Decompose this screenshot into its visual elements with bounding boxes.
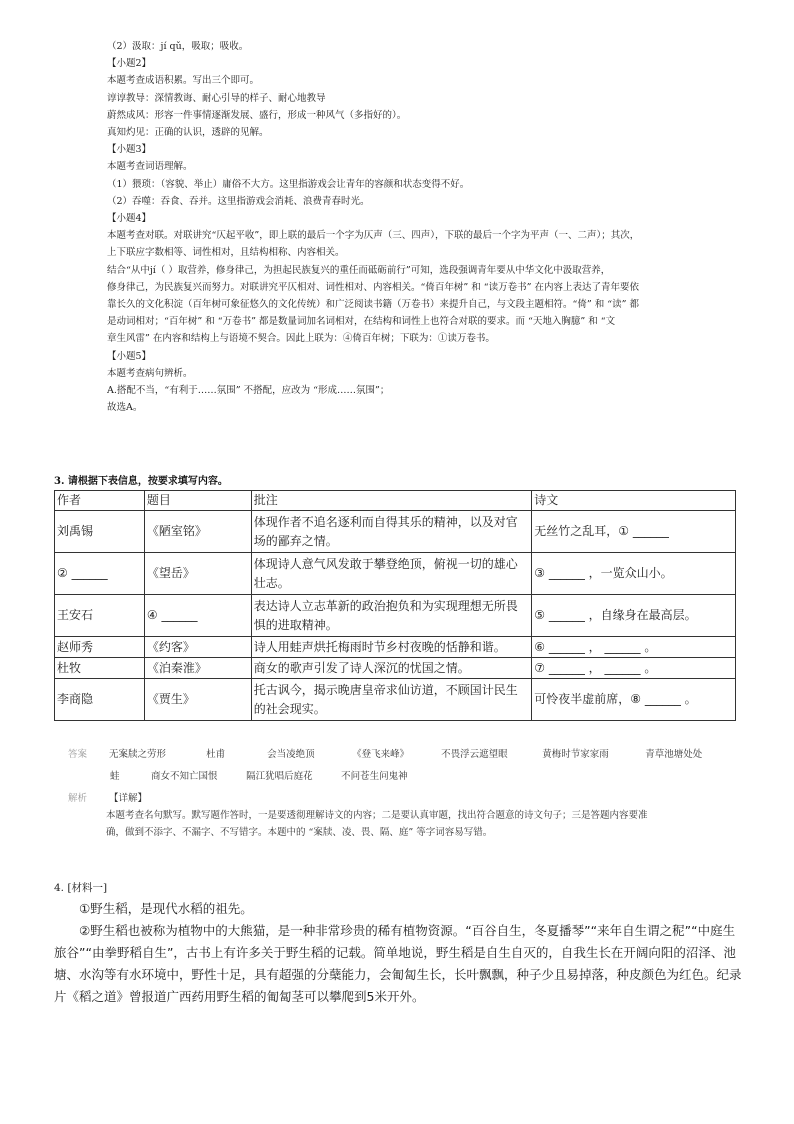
header-title: 题目	[144, 491, 251, 511]
table-row	[55, 658, 736, 679]
cell-author: ② ______	[55, 553, 145, 595]
cell-author: 杜牧	[55, 658, 145, 679]
text-line: 上下联应字数相等、词性相对，且结构相称、内容相关。	[107, 247, 345, 259]
answers-line	[68, 766, 748, 788]
answers-line	[68, 744, 748, 766]
cell-note: 体现诗人意气风发敢于攀登绝顶，俯视一切的雄心壮志。	[251, 553, 532, 595]
cell-poem: ⑥ ______ ， ______ 。	[532, 637, 736, 658]
subquestion-heading: 【小题3】	[107, 144, 152, 156]
cell-note: 商女的歌声引发了诗人深沉的忧国之情。	[251, 658, 532, 679]
text-line: 修身律己，为民族复兴而努力。对联讲究平仄相对、词性相对、内容相关。“倚百年树” 和 “读万卷书” 在内容上表达了青年要依	[107, 281, 639, 293]
text-line: 真知灼见：正确的认识，透辟的见解。	[107, 127, 269, 139]
question-3-title: 3. 请根据下表信息，按要求填写内容。	[54, 476, 228, 487]
cell-poem: 无丝竹之乱耳，① ______	[532, 511, 736, 553]
subquestion-heading: 【小题4】	[107, 213, 152, 225]
table-row	[55, 511, 736, 553]
text-line: （2）汲取：jí qǔ，吸取；吸收。	[107, 41, 249, 52]
text-line: 是动词相对；“百年树” 和 “万卷书” 都是数量词加名词相对，在结构和词性上也符合对联的要求。而 “天地入胸臆” 和 “文	[107, 316, 616, 328]
header-author: 作者	[55, 491, 145, 511]
explanation-line: 确，做到不添字、不漏字、不写错字。本题中的 “案牍、凌、畏、隔、庭” 等字词容易写错。	[106, 827, 493, 838]
header-note: 批注	[251, 491, 532, 511]
subquestion-heading: 【小题2】	[107, 58, 152, 70]
subquestion-heading: 【小题5】	[107, 350, 152, 362]
cell-note: 托古讽今，揭示晚唐皇帝求仙访道，不顾国计民生的社会现实。	[251, 679, 532, 721]
text-line: （1）猥琐：（容貌、举止）庸俗不大方。这里指游戏会让青年的容颜和状态变得不好。	[107, 178, 470, 190]
explain-label: 解析	[68, 793, 88, 804]
answer-label: 答案	[68, 749, 88, 760]
cell-poem: ⑤ ______ ，自缘身在最高层。	[532, 595, 736, 637]
cell-title: 《望岳》	[144, 553, 251, 595]
cell-author: 赵师秀	[55, 637, 145, 658]
cell-title: 《泊秦淮》	[144, 658, 251, 679]
cell-poem: ③ ______ ，一览众山小。	[532, 553, 736, 595]
table-row	[55, 553, 736, 595]
cell-title: 《约客》	[144, 637, 251, 658]
cell-poem: 可怜夜半虚前席，⑧ ______ 。	[532, 679, 736, 721]
text-line: 故选A。	[107, 402, 143, 414]
answer-item: 隔江犹唱后庭花	[246, 771, 313, 782]
text-line: 谆谆教导：深情教诲、耐心引导的样子、耐心地教导	[107, 92, 326, 104]
explanation-line: 本题考查名句默写。默写题作答时，一是要透彻理解诗文的内容；二是要认真审题，找出符合题意的诗文句子；三是答题内容要准	[106, 810, 648, 821]
answer-item: 不畏浮云遮望眼	[441, 749, 508, 760]
answer-item: 不问苍生问鬼神	[341, 771, 408, 782]
answer-item: 蛙	[110, 771, 120, 782]
poem-table	[54, 490, 736, 721]
text-line: 靠长久的文化积淀（百年树可象征悠久的文化传统）和广泛阅读书籍（万卷书）来提升自己，与文段主题相符。“倚” 和 “读” 都	[107, 299, 639, 311]
text-line: 本题考查成语积累。写出三个即可。	[107, 75, 260, 87]
cell-title: 《陋室铭》	[144, 511, 251, 553]
answer-item: 无案牍之劳形	[109, 749, 167, 760]
text-line: （2）吞噬：吞食、吞并。这里指游戏会消耗、浪费青春时光。	[107, 195, 370, 207]
cell-poem: ⑦ ______ ， ______ 。	[532, 658, 736, 679]
answer-explanation-block	[107, 38, 727, 416]
text-line: 本题考查病句辨析。	[107, 367, 193, 379]
text-line: 章生风雷” 在内容和结构上与语境不契合。因此上联为：④倚百年树；下联为：①读万卷书。	[107, 333, 495, 345]
answer-item: 《登飞来峰》	[352, 749, 410, 760]
cell-author: 刘禹锡	[55, 511, 145, 553]
answer-item: 黄梅时节家家雨	[542, 749, 609, 760]
explain-heading: 【详解】	[109, 793, 148, 804]
explanation-head	[68, 790, 748, 807]
text-line: 本题考查词语理解。	[107, 161, 193, 173]
question-4-title: 4. [材料一]	[54, 882, 108, 894]
table-row	[55, 679, 736, 721]
answer-item: 会当凌绝顶	[267, 749, 315, 760]
cell-author: 李商隐	[55, 679, 145, 721]
cell-title: ④ ______	[144, 595, 251, 637]
question-4-material	[54, 878, 744, 1008]
answer-item: 商女不知亡国恨	[151, 771, 218, 782]
answer-item: 青草池塘处处	[645, 749, 703, 760]
table-header-row	[55, 491, 736, 511]
cell-author: 王安石	[55, 595, 145, 637]
answer-item: 杜甫	[206, 749, 226, 760]
explanation-block	[68, 790, 748, 841]
header-poem: 诗文	[532, 491, 736, 511]
cell-note: 表达诗人立志革新的政治抱负和为实现理想无所畏惧的进取精神。	[251, 595, 532, 637]
table-row	[55, 637, 736, 658]
cell-note: 体现作者不追名逐利而自得其乐的精神，以及对官场的鄙弃之情。	[251, 511, 532, 553]
text-line: A.搭配不当，“有利于……氛围” 不搭配，应改为 “形成……氛围”；	[107, 385, 390, 397]
text-line: 本题考查对联。对联讲究“仄起平收”，即上联的最后一个字为仄声（三、四声），下联的最后一个字为平声（一、二声）；其次，	[107, 230, 640, 242]
text-line: 蔚然成风：形容一件事情逐渐发展、盛行，形成一种风气（多指好的）。	[107, 109, 407, 121]
material-paragraph: ①野生稻，是现代水稻的祖先。	[79, 901, 253, 916]
text-line: 结合“从中jí（ ）取营养，修身律己，为担起民族复兴的重任而砥砺前行”可知，选段强调青年要从中华文化中汲取营养，	[107, 264, 611, 276]
material-paragraph: ②野生稻也被称为植物中的大熊猫，是一种非常珍贵的稀有植物资源。“百谷自生，冬夏播琴”“来年自生谓之秜”“中庭生旅谷”“由拳野稻自生”，古书上有许多关于野生稻的记载。简单地说，野生稻是自生自灭的，自我生长在开阔向阳的沼泽、池塘、水沟等有水环境中，野性十足，具有超强的分蘖能力，会匍匐生长，长叶飘飘，种子少且易掉落，种皮颜色为红色。纪录片《稻之道》曾报道广西药用野生稻的匍匐茎可以攀爬到5米开外。	[54, 923, 742, 1004]
cell-title: 《贾生》	[144, 679, 251, 721]
cell-note: 诗人用蛙声烘托梅雨时节乡村夜晚的恬静和谐。	[251, 637, 532, 658]
table-row	[55, 595, 736, 637]
answers-block	[68, 744, 748, 788]
